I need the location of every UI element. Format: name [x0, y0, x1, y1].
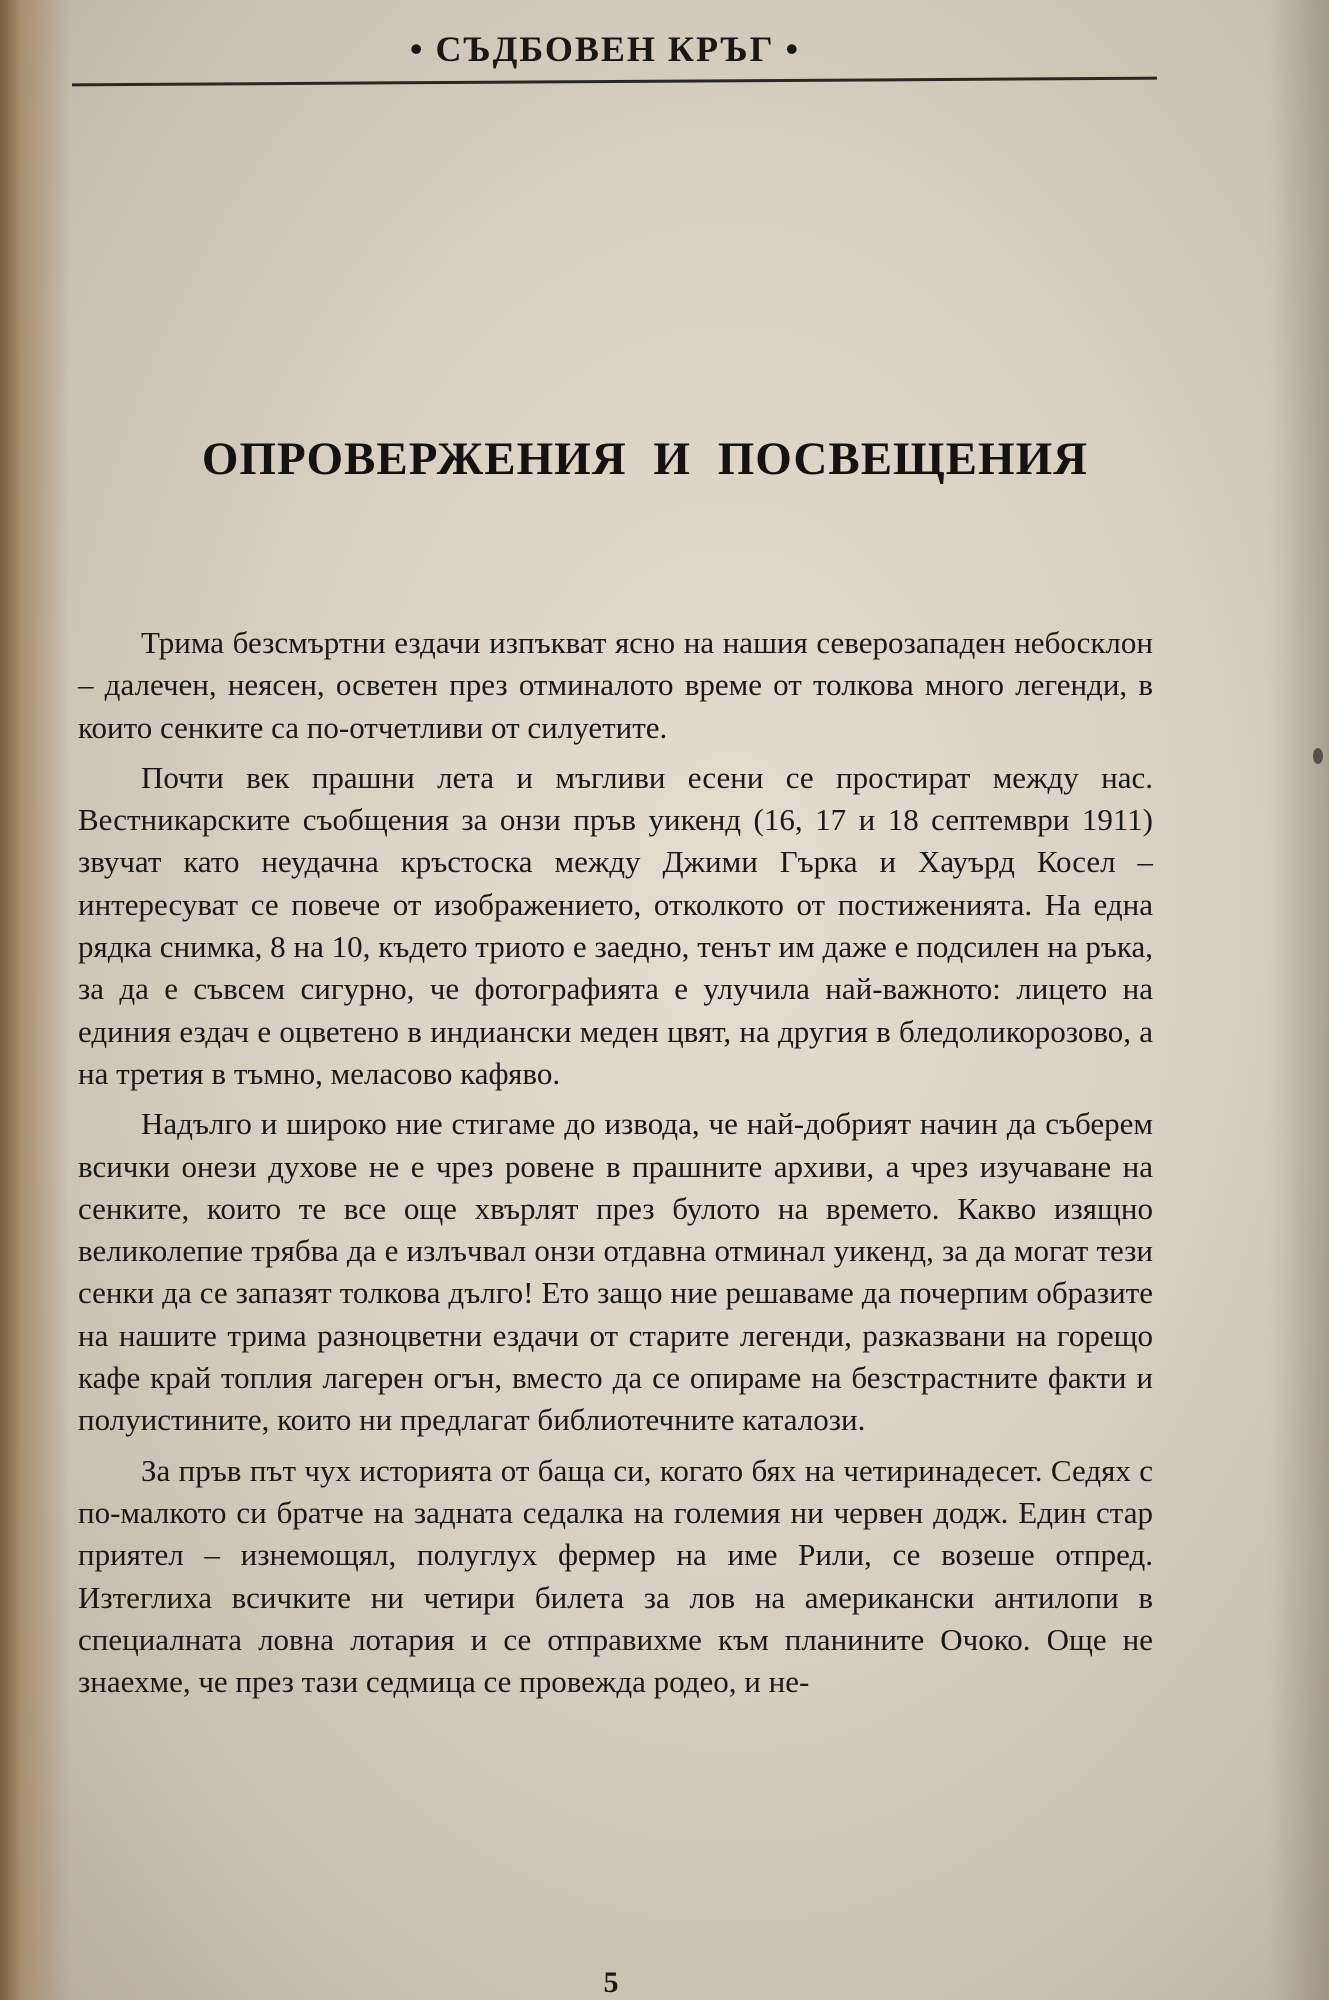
paragraph: Почти век прашни лета и мъгливи есени се простират между нас. Вестникарските съобщения за онзи пръв уикенд (16, 17 и 18 септември 1911) звучат като неудачна кръстоска между Джими Гърка и Хауърд Косел – интересуват се повече от изображението, отколкото от постиженията. На една рядка снимка, 8 на 10, където триото е заедно, тенът им даже е подсилен на ръка, за да е съвсем сигурно, че фотографията е улучила най-важното: лицето на единия ездач е оцветено в индиански меден цвят, на другия в бледоликорозово, а на третия в тъмно, меласово кафяво. — [78, 759, 1153, 1091]
paragraph: За пръв път чух историята от баща си, когато бях на четиринадесет. Седях с по-малкото си братче на задната седалка на големия ни червен додж. Един стар приятел – изнемощял, полуглух фермер на име Рили, се возеше отпред. Изтеглиха всичките ни четири билета за лов на американски антилопи в специалната ловна лотария и се отправихме към планините Очоко. Още не знаехме, че през тази седмица се провежда родео, и не- — [78, 1452, 1153, 1700]
chapter-title: ОПРОВЕРЖЕНИЯ И ПОСВЕЩЕНИЯ — [201, 433, 1089, 485]
paper-speck — [1313, 748, 1323, 764]
header-rule — [72, 77, 1157, 87]
body-text — [78, 622, 1153, 1711]
binding-gutter-shadow — [0, 0, 70, 2000]
page-edge-shadow — [1269, 0, 1329, 2000]
running-header: • СЪДБОВЕН КРЪГ • — [409, 29, 801, 69]
page-number: 5 — [603, 1966, 619, 1999]
paragraph: Трима безсмъртни ездачи изпъкват ясно на нашия северозападен небосклон – далечен, неясен, осветен през отминалото време от толкова много легенди, в които сенките са по-отчетливи от силуетите. — [78, 625, 1153, 745]
paragraph: Надълго и широко ние стигаме до извода, че най-добрият начин да съберем всички онези духове не е чрез ровене в прашните архиви, а чрез изучаване на сенките, които те все още хвърлят през булото на времето. Какво изящно великолепие трябва да е излъчвал онзи отдавна отминал уикенд, за да могат тези сенки да се запазят толкова дълго! Ето защо ние решаваме да почерпим образите на нашите трима разноцветни ездачи от старите легенди, разказвани на горещо кафе край топлия лагерен огън, вместо да се опираме на безстрастните факти и полуистините, които ни предлагат библиотечните каталози. — [78, 1106, 1153, 1438]
